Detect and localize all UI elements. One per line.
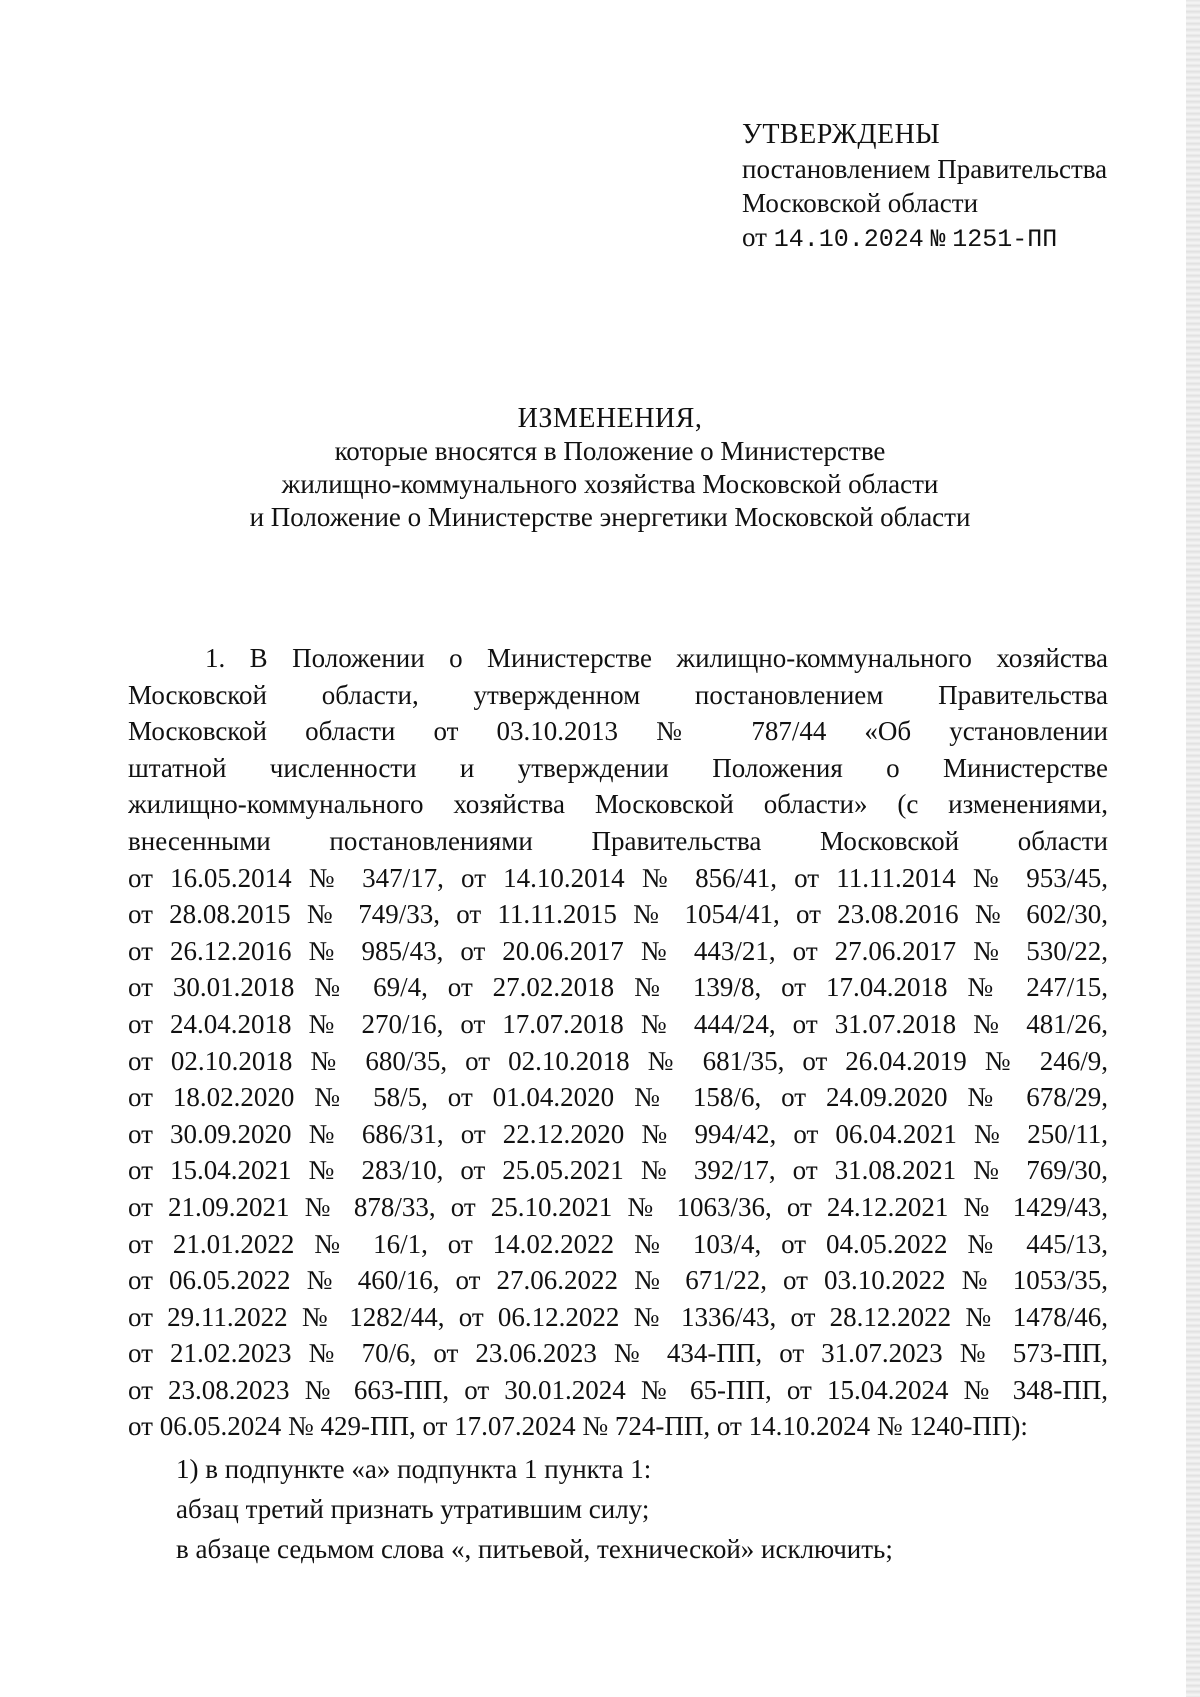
paragraph-line: от 16.05.2014 № 347/17, от 14.10.2014 № 856/41, от 11.11.2014 № 953/45,: [128, 862, 1108, 893]
paragraph-line: от 26.12.2016 № 985/43, от 20.06.2017 № 443/21, от 27.06.2017 № 530/22,: [128, 935, 1108, 966]
document-body: [128, 640, 1108, 1569]
paragraph-line: от 24.04.2018 № 270/16, от 17.07.2018 № 444/24, от 31.07.2018 № 481/26,: [128, 1008, 1108, 1039]
paragraph-line: от 29.11.2022 № 1282/44, от 06.12.2022 № 1336/43, от 28.12.2022 № 1478/46,: [128, 1301, 1108, 1332]
paragraph-line: Московской области, утвержденном постановлением Правительства: [128, 679, 1108, 710]
paragraph-line: от 02.10.2018 № 680/35, от 02.10.2018 № 681/35, от 26.04.2019 № 246/9,: [128, 1045, 1108, 1076]
approved-by-line: постановлением Правительства: [742, 154, 1108, 184]
paragraph-line: от 23.08.2023 № 663-ПП, от 30.01.2024 № 65-ПП, от 15.04.2024 № 348-ПП,: [128, 1374, 1108, 1405]
approval-date: 14.10.2024: [773, 225, 924, 254]
heading-title: ИЗМЕНЕНИЯ,: [517, 403, 703, 434]
paragraph-line: от 18.02.2020 № 58/5, от 01.04.2020 № 158/6, от 24.09.2020 № 678/29,: [128, 1082, 1108, 1113]
number-sign: №: [930, 225, 946, 254]
paragraph-line: от 21.02.2023 № 70/6, от 23.06.2023 № 434-ПП, от 31.07.2023 № 573-ПП,: [128, 1338, 1108, 1369]
approved-region-line: Московской области: [742, 188, 979, 218]
approved-label: УТВЕРЖДЕНЫ: [742, 119, 941, 150]
heading-line-2: жилищно-коммунального хозяйства Московской области: [281, 469, 939, 499]
paragraph-last-line: от 06.05.2024 № 429-ПП, от 17.07.2024 № 724-ПП, от 14.10.2024 № 1240-ПП):: [128, 1411, 1028, 1442]
paragraph-line: от 06.05.2022 № 460/16, от 27.06.2022 № 671/22, от 03.10.2022 № 1053/35,: [128, 1265, 1108, 1296]
paragraph-line: жилищно-коммунального хозяйства Московской области» (с изменениями,: [128, 789, 1108, 820]
approval-number: 1251-ПП: [952, 225, 1058, 254]
paragraph-line: от 30.09.2020 № 686/31, от 22.12.2020 № 994/42, от 06.04.2021 № 250/11,: [128, 1118, 1108, 1149]
paragraph-line: от 30.01.2018 № 69/4, от 27.02.2018 № 139/8, от 17.04.2018 № 247/15,: [128, 972, 1108, 1003]
document-heading: [180, 402, 1040, 534]
list-item: 1) в подпункте «а» подпункта 1 пункта 1:: [176, 1454, 652, 1485]
list-item: в абзаце седьмом слова «, питьевой, технической» исключить;: [176, 1534, 893, 1565]
paragraph-line: от 21.09.2021 № 878/33, от 25.10.2021 № 1063/36, от 24.12.2021 № 1429/43,: [128, 1191, 1108, 1222]
heading-line-1: которые вносятся в Положение о Министерстве: [334, 436, 886, 466]
paragraph-1: [128, 640, 1108, 1408]
paragraph-line: внесенными постановлениями Правительства Московской области: [128, 825, 1108, 856]
date-prefix: от: [742, 222, 767, 252]
approval-stamp: [742, 118, 1162, 257]
paragraph-line: штатной численности и утверждении Положения о Министерстве: [128, 752, 1108, 783]
paragraph-line: 1. В Положении о Министерстве жилищно-коммунального хозяйства: [205, 643, 1108, 673]
paragraph-line: от 15.04.2021 № 283/10, от 25.05.2021 № 392/17, от 31.08.2021 № 769/30,: [128, 1155, 1108, 1186]
paragraph-line: Московской области от 03.10.2013 № 787/44 «Об установлении: [128, 716, 1108, 747]
scan-edge: [1186, 0, 1200, 1697]
paragraph-line: от 21.01.2022 № 16/1, от 14.02.2022 № 103/4, от 04.05.2022 № 445/13,: [128, 1228, 1108, 1259]
list-item: абзац третий признать утратившим силу;: [176, 1494, 650, 1525]
paragraph-line: от 28.08.2015 № 749/33, от 11.11.2015 № 1054/41, от 23.08.2016 № 602/30,: [128, 899, 1108, 930]
heading-line-3: и Положение о Министерстве энергетики Московской области: [249, 502, 971, 532]
approval-date-line: [742, 220, 1162, 257]
